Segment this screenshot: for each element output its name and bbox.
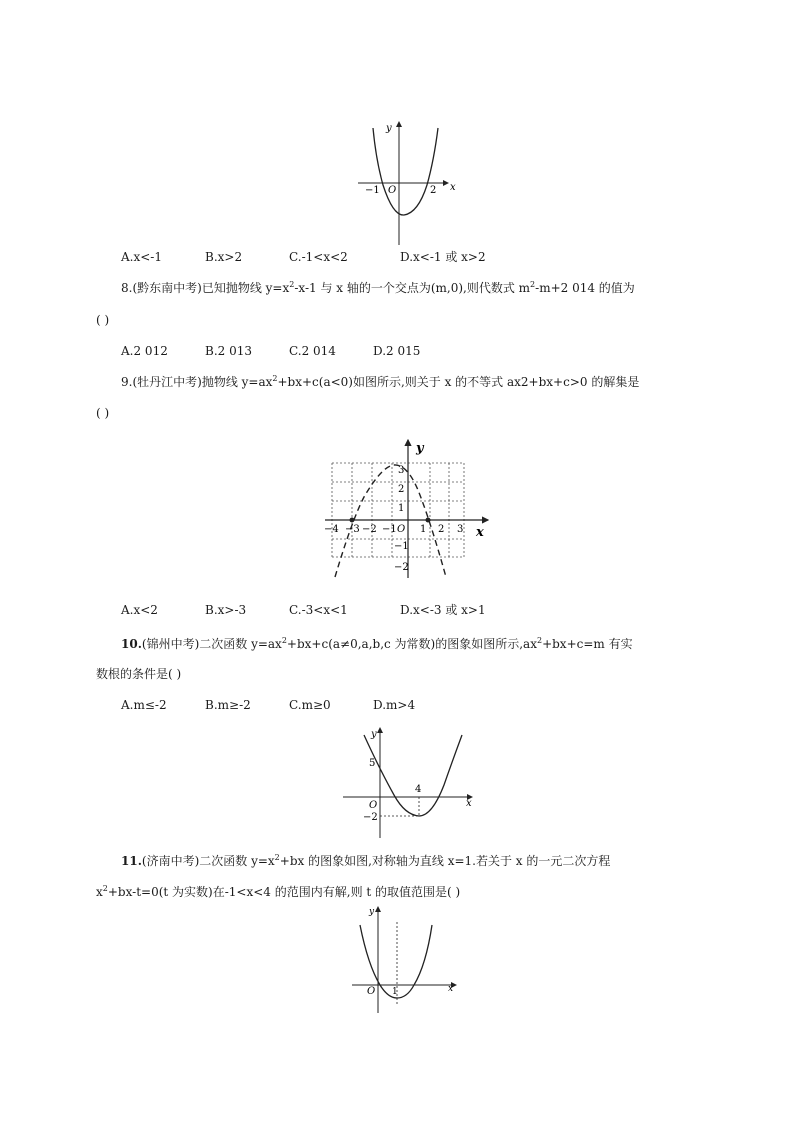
q8-stem-line1: 8.(黔东南中考)已知抛物线 $y=x^2-x-1$ 与 x 轴的一个交点为(m,0),则代数式 $m^2-m+2$ 014 的值为 [121, 280, 635, 295]
tick-neg1: −1 [365, 185, 380, 196]
y-label: y [386, 123, 392, 134]
origin-label: O [388, 185, 397, 196]
tick-y-neg2: −2 [363, 812, 378, 823]
q11-stem-line1: 11.(济南中考)二次函数 $y=x^2+bx$ 的图象如图,对称轴为直线 x=1.若关于 x 的一元二次方程 [121, 853, 611, 868]
tick-x-neg3: −3 [345, 524, 360, 535]
tick-y-2: 2 [398, 484, 405, 495]
q7-option-c: C.-1<x<2 [289, 250, 348, 264]
q10-stem-line1: 10.(锦州中考)二次函数 $y=ax^2+bx+c(a\ne 0,a,b,c$ 为常数)的图象如图所示$,ax^2+bx+c=m$ 有实 [121, 636, 633, 651]
q8-option-b: B.2 013 [205, 344, 252, 358]
tick-y-3: 3 [398, 465, 405, 476]
origin-label: O [397, 524, 406, 535]
tick-y-1: 1 [398, 503, 405, 514]
q9-stem-line2: ( ) [96, 406, 110, 420]
q7-option-d: D.x<-1 或 x>2 [400, 250, 486, 264]
x-label: x [476, 525, 484, 540]
q8-option-c: C.2 014 [289, 344, 336, 358]
y-label: y [369, 907, 375, 917]
tick-x-3: 3 [457, 524, 464, 535]
q8-option-a: A.2 012 [121, 344, 168, 358]
y-label: y [416, 441, 424, 456]
q7-option-a: A.x<-1 [121, 250, 162, 264]
origin-label: O [367, 986, 376, 997]
x-label: x [466, 798, 472, 809]
q9-option-a: A.x<2 [121, 603, 158, 617]
q10-option-a: A.m≤-2 [121, 698, 167, 712]
y-label: y [371, 729, 377, 740]
q10-option-c: C.m≥0 [289, 698, 331, 712]
tick-x-neg2: −2 [362, 524, 377, 535]
q9-option-c: C.-3<x<1 [289, 603, 348, 617]
q11-stem-line2: $x^2+bx-t=0(t$ 为实数)在-1<x<4 的范围内有解,则 t 的取值范围是( ) [96, 884, 461, 899]
tick-y-neg2: −2 [394, 562, 409, 573]
x-label: x [448, 984, 454, 994]
x-label: x [450, 182, 456, 193]
q9-option-d: D.x<-3 或 x>1 [400, 603, 486, 617]
tick-y-5: 5 [369, 758, 376, 769]
tick-x-2: 2 [438, 524, 445, 535]
origin-label: O [369, 800, 378, 811]
tick-x-neg1: −1 [382, 524, 397, 535]
tick-2: 2 [430, 185, 437, 196]
tick-y-neg1: −1 [394, 541, 409, 552]
q10-stem-line2: 数根的条件是( ) [96, 667, 182, 681]
q7-option-b: B.x>2 [205, 250, 243, 264]
tick-x-neg4: −4 [324, 524, 339, 535]
q8-option-d: D.2 015 [373, 344, 421, 358]
tick-x-1: 1 [420, 524, 427, 535]
q8-stem-line2: ( ) [96, 313, 110, 327]
q10-option-b: B.m≥-2 [205, 698, 251, 712]
q10-option-d: D.m>4 [373, 698, 416, 712]
tick-x-1: 1 [392, 987, 398, 997]
q9-option-b: B.x>-3 [205, 603, 247, 617]
tick-x-4: 4 [415, 784, 422, 795]
q9-stem-line1: 9.(牡丹江中考)抛物线 $y=ax^2+bx+c(a<0)$如图所示,则关于 x 的不等式 ax2+bx+c>0 的解集是 [121, 374, 640, 389]
